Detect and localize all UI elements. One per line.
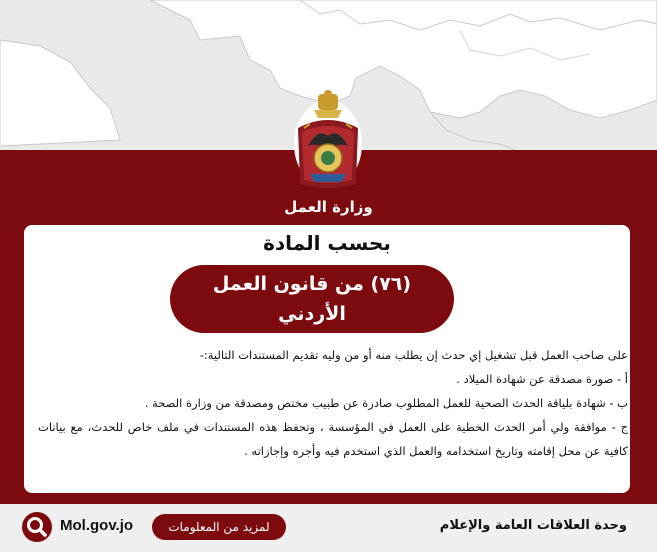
article-intro: على صاحب العمل قبل تشغيل إي حدث إن يطلب منه أو من وليه تقديم المستندات التالية:- [199, 348, 628, 362]
article-heading: بحسب المادة [263, 231, 391, 255]
law-title-pill [170, 265, 454, 333]
more-info-button[interactable]: لمزيد من المعلومات [152, 514, 286, 540]
law-title-line2: الأردني [278, 303, 346, 325]
search-icon[interactable] [22, 512, 52, 542]
article-item-b: ب - شهادة بلياقة الحدث الصحية للعمل المطلوب صادرة عن طبيب مختص ومصدقة من وزارة الصحة . [144, 396, 628, 410]
coat-of-arms-icon [290, 88, 366, 192]
article-item-a: أ - صورة مصدقة عن شهادة الميلاد . [456, 372, 628, 386]
website-link[interactable]: Mol.gov.jo [60, 517, 134, 534]
content-card [24, 225, 630, 493]
footer-bar [0, 504, 657, 552]
article-item-c: ج - موافقة ولي أمر الحدث الخطية على العمل في المؤسسة ، وتحفظ هذه المستندات في ملف خاص للحدث، مع بيانات كافية عن محل إقامته وتاريخ استخدامه والعمل الذي استخدم فيه وأجره وإجازاته . [38, 420, 628, 458]
article-text [38, 343, 628, 463]
ministry-name: وزارة العمل [284, 198, 373, 216]
unit-name: وحدة العلاقات العامة والإعلام [439, 518, 627, 533]
law-title-line1: (٧٦) من قانون العمل [212, 273, 412, 295]
